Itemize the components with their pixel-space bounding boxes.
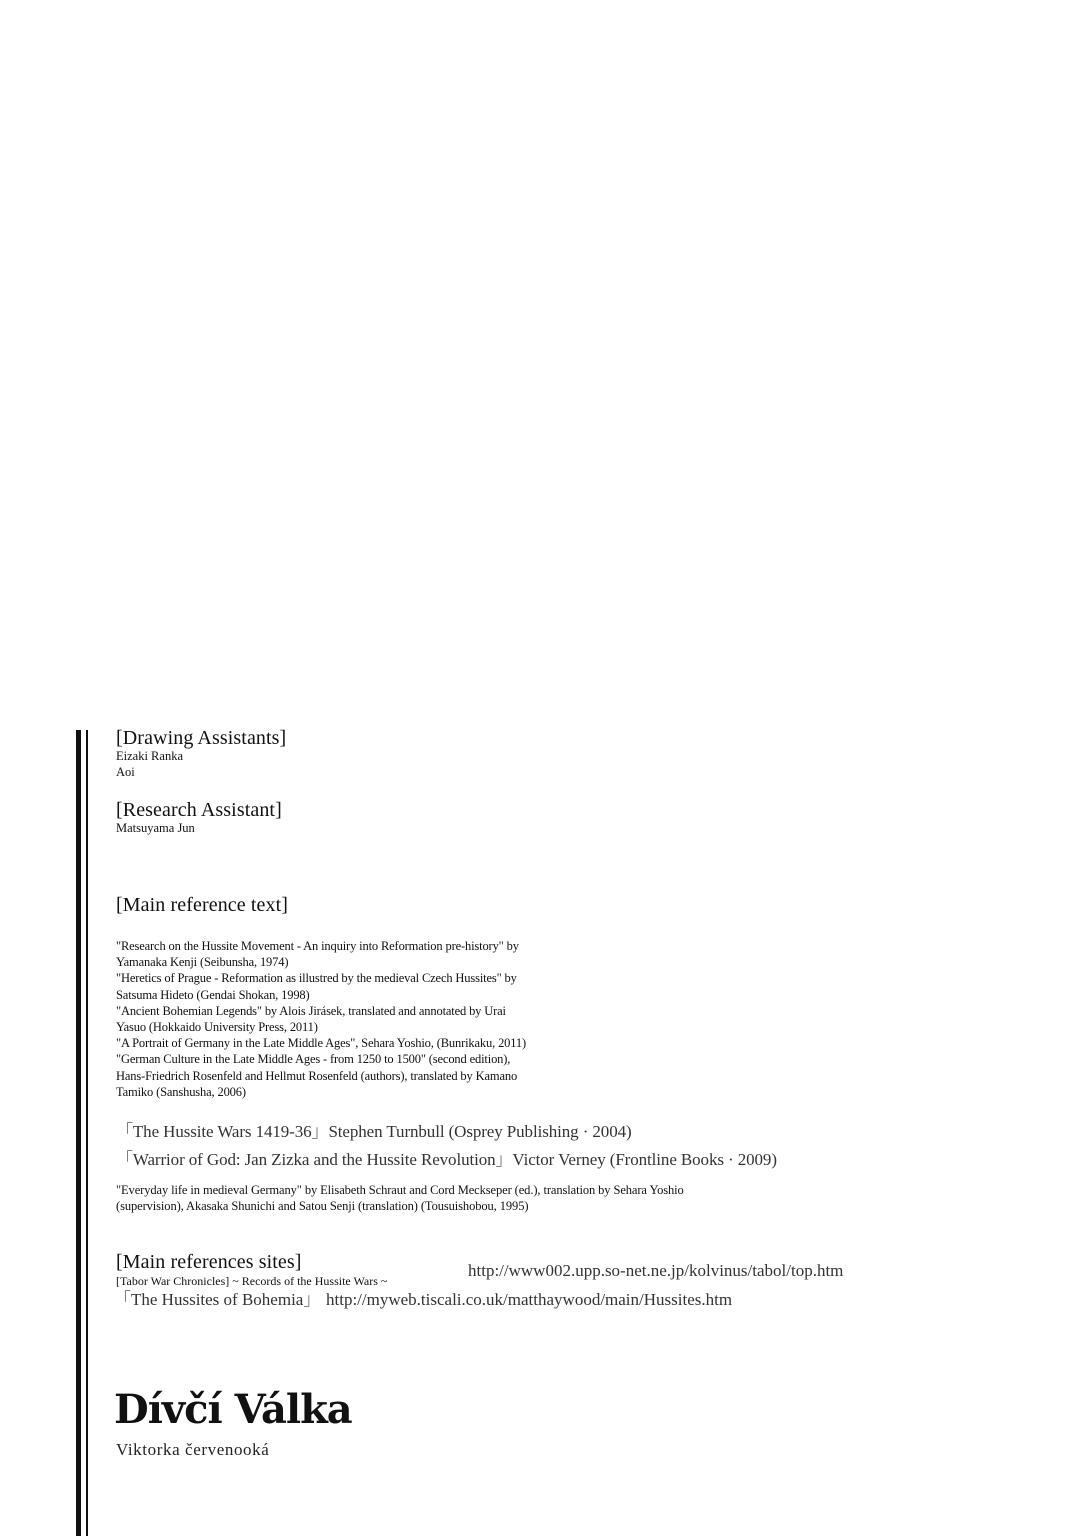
reference-line: (supervision), Akasaka Shunichi and Satou Senji (translation) (Tousuishobou, 1995): [116, 1199, 529, 1213]
reference-line: "German Culture in the Late Middle Ages - from 1250 to 1500" (second edition),: [116, 1052, 511, 1067]
reference-line: "Research on the Hussite Movement - An inquiry into Reformation pre-history" by: [116, 939, 519, 953]
reference-line: Yamanaka Kenji (Seibunsha, 1974): [116, 955, 289, 970]
reference-line: "A Portrait of Germany in the Late Middle Ages", Sehara Yoshio, (Bunrikaku, 2011): [116, 1036, 527, 1051]
series-title: Dívčí Válka: [114, 1386, 352, 1433]
main-reference-sites-heading: [Main references sites]: [116, 1251, 302, 1273]
main-reference-text-heading: [Main reference text]: [116, 894, 288, 916]
book-reference-warrior-of-god: 「Warrior of God: Jan Zizka and the Hussite Revolution」Victor Verney (Frontline Books · 2009): [116, 1150, 777, 1169]
reference-line: "Ancient Bohemian Legends" by Alois Jirásek, translated and annotated by Urai: [116, 1003, 506, 1018]
tabor-war-chronicles-url[interactable]: http://www002.upp.so-net.ne.jp/kolvinus/tabol/top.htm: [468, 1261, 844, 1280]
tabor-war-chronicles-label: [Tabor War Chronicles] ~ Records of the Hussite Wars ~: [116, 1274, 388, 1288]
reference-line: Satsuma Hideto (Gendai Shokan, 1998): [116, 987, 310, 1002]
book-reference-hussite-wars: 「The Hussite Wars 1419-36」Stephen Turnbull (Osprey Publishing · 2004): [116, 1122, 632, 1141]
research-assistant-heading: [Research Assistant]: [116, 799, 282, 821]
reference-line: Yasuo (Hokkaido University Press, 2011): [116, 1020, 318, 1035]
research-assistant-name: Matsuyama Jun: [116, 821, 195, 835]
hussites-of-bohemia-url[interactable]: http://myweb.tiscali.co.uk/matthaywood/main/Hussites.htm: [326, 1290, 733, 1309]
drawing-assistants-heading: [Drawing Assistants]: [116, 727, 287, 749]
margin-rule-thin: [86, 730, 88, 1536]
reference-text-list: [116, 938, 676, 1100]
reference-line: Hans-Friedrich Rosenfeld and Hellmut Rosenfeld (authors), translated by Kamano: [116, 1068, 518, 1083]
drawing-assistant-name: Eizaki Ranka: [116, 749, 183, 763]
reference-line: Tamiko (Sanshusha, 2006): [116, 1084, 246, 1099]
reference-line: "Heretics of Prague - Reformation as illustred by the medieval Czech Hussites" by: [116, 971, 517, 986]
margin-rule-thick: [76, 730, 81, 1536]
everyday-life-reference: [116, 1182, 816, 1214]
series-subtitle: Viktorka červenooká: [116, 1440, 270, 1459]
hussites-of-bohemia-label: 「The Hussites of Bohemia」: [114, 1290, 321, 1309]
reference-line: "Everyday life in medieval Germany" by Elisabeth Schraut and Cord Meckseper (ed.), translation by Sehara Yoshio: [116, 1183, 684, 1197]
drawing-assistant-name: Aoi: [116, 765, 135, 779]
